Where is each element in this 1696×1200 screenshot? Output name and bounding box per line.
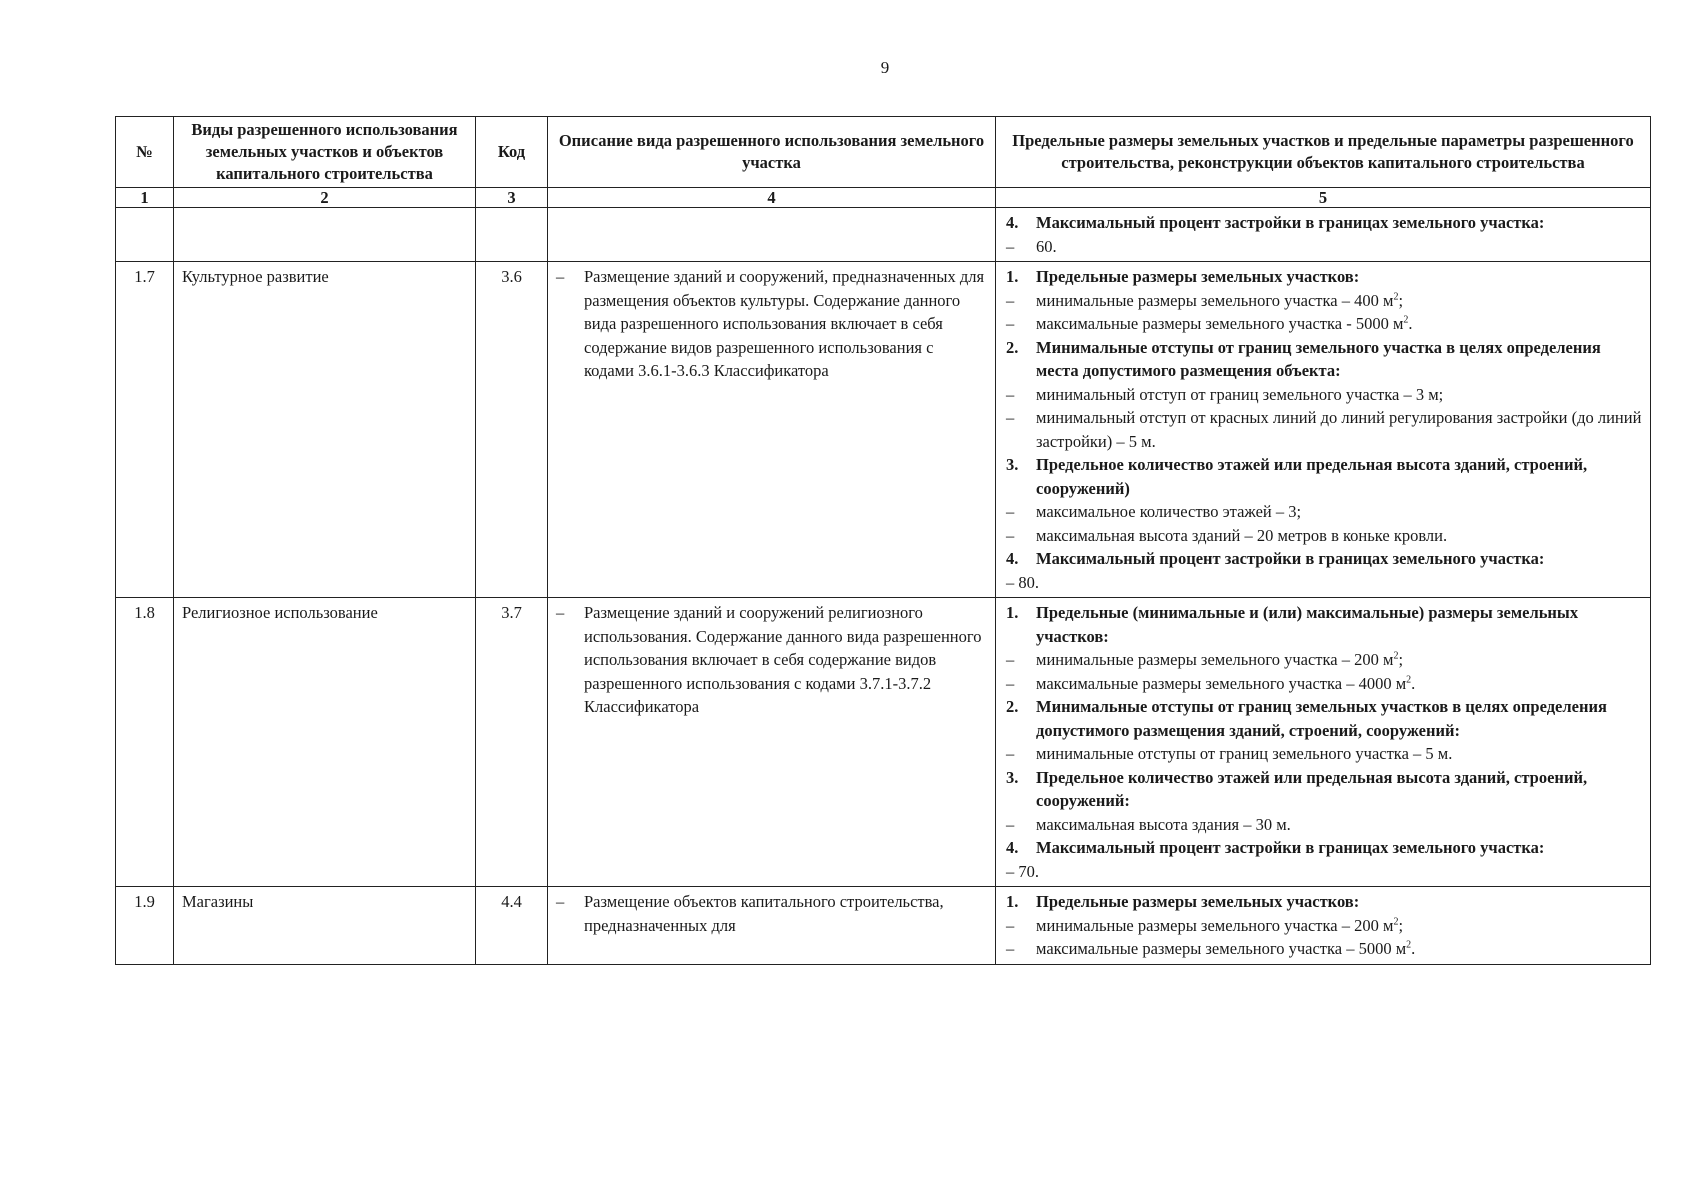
parameter-text-main: минимальные размеры земельного участка – 200 м xyxy=(1036,915,1394,935)
parameter-text xyxy=(1036,672,1642,696)
use-type-code: 4.4 xyxy=(476,887,548,965)
parameter-text xyxy=(1036,813,1642,837)
parameter-text-end: . xyxy=(1411,939,1416,958)
parameter-value xyxy=(1004,524,1642,548)
column-number: 3 xyxy=(476,188,548,208)
parameter-heading xyxy=(1004,265,1642,289)
column-number: 4 xyxy=(548,188,996,208)
parameter-text xyxy=(1036,648,1642,672)
parameter-text-main: минимальный отступ от красных линий до линий регулирования застройки (до линий застройки) – 5 м. xyxy=(1036,408,1642,451)
parameter-text-main: максимальная высота здания – 30 м. xyxy=(1036,814,1291,834)
parameter-text xyxy=(1036,836,1642,860)
parameter-text xyxy=(1036,312,1642,336)
parameter-heading xyxy=(1004,601,1642,648)
parameter-text xyxy=(1036,500,1642,524)
parameter-text xyxy=(1036,235,1642,259)
parameter-text-main: максимальные размеры земельного участка – 5000 м xyxy=(1036,939,1407,958)
parameters-cell xyxy=(996,598,1651,887)
dash-marker: – xyxy=(1006,939,1015,958)
header-params: Предельные размеры земельных участков и предельные параметры разрешенного строительства, реконструкции объектов капитального строительства xyxy=(996,117,1651,188)
parameter-text-main: минимальные размеры земельного участка – 200 м xyxy=(1036,650,1394,669)
header-code: Код xyxy=(476,117,548,188)
superscript: 2 xyxy=(1393,650,1399,662)
item-number: 2. xyxy=(1006,337,1019,357)
parameter-text xyxy=(1036,406,1642,453)
use-type-description xyxy=(548,598,996,887)
column-number: 5 xyxy=(996,188,1651,208)
superscript: 2 xyxy=(1406,939,1412,951)
parameter-text-end: . xyxy=(1408,314,1413,333)
use-type-code: 3.6 xyxy=(476,262,548,598)
regulations-table xyxy=(115,116,1651,965)
parameter-text xyxy=(1036,211,1642,235)
parameter-value xyxy=(1004,289,1642,313)
parameter-value xyxy=(1004,648,1642,672)
table-body xyxy=(116,208,1651,965)
row-number: 1.8 xyxy=(116,598,174,887)
table-row xyxy=(116,598,1651,887)
parameters-cell xyxy=(996,887,1651,965)
parameter-text xyxy=(1036,524,1642,548)
parameter-heading xyxy=(1004,836,1642,860)
item-number: 4. xyxy=(1006,213,1019,232)
parameter-text-main: 60. xyxy=(1036,236,1057,256)
parameter-text-main: Предельные размеры земельных участков: xyxy=(1036,267,1360,286)
row-number: 1.7 xyxy=(116,262,174,598)
parameter-heading xyxy=(1004,695,1642,742)
parameter-text-main: Предельные (минимальные и (или) максимальные) размеры земельных участков: xyxy=(1036,603,1579,646)
table-row xyxy=(116,208,1651,262)
header-desc: Описание вида разрешенного использования земельного участка xyxy=(548,117,996,188)
dash-marker: – xyxy=(1006,408,1015,427)
superscript: 2 xyxy=(1406,674,1412,685)
parameter-text-end: ; xyxy=(1398,650,1404,669)
use-type-description xyxy=(548,887,996,965)
parameter-text xyxy=(1036,453,1642,500)
item-number: 3. xyxy=(1006,767,1019,787)
page-number: 9 xyxy=(880,58,890,77)
dash-marker: – xyxy=(1006,525,1015,545)
parameter-text-main: максимальное количество этажей – 3; xyxy=(1036,502,1302,521)
dash-marker: – xyxy=(1006,384,1015,404)
dash-marker: – xyxy=(1006,814,1015,834)
header-num: № xyxy=(116,117,174,188)
parameter-text xyxy=(1036,890,1642,914)
dash-marker: – xyxy=(1006,502,1015,521)
parameter-heading xyxy=(1004,890,1642,914)
use-type-code: 3.7 xyxy=(476,598,548,887)
row-number xyxy=(116,208,174,262)
dash-marker: – xyxy=(1006,650,1015,669)
item-number: 1. xyxy=(1006,267,1019,286)
parameter-value xyxy=(1004,312,1642,336)
dash-marker: – xyxy=(1006,673,1015,693)
parameter-text-main: минимальный отступ от границ земельного участка – 3 м; xyxy=(1036,384,1444,404)
parameter-text-main: минимальные отступы от границ земельного участка – 5 м. xyxy=(1036,744,1453,763)
dash-marker: – xyxy=(556,603,565,622)
parameter-text-end: . xyxy=(1411,673,1416,693)
parameter-text-main: минимальные размеры земельного участка – 400 м xyxy=(1036,290,1394,310)
dash-marker: – xyxy=(1006,290,1015,310)
parameter-text-main: Предельное количество этажей или предельная высота зданий, строений, сооружений: xyxy=(1036,767,1588,810)
superscript: 2 xyxy=(1393,291,1399,302)
parameter-text xyxy=(1036,547,1642,571)
table-row xyxy=(116,887,1651,965)
parameter-text xyxy=(1036,601,1642,648)
description-item xyxy=(556,890,987,937)
use-type-name: Культурное развитие xyxy=(174,262,476,598)
parameter-text xyxy=(1036,289,1642,313)
parameter-text-end: ; xyxy=(1398,915,1404,935)
column-number: 2 xyxy=(174,188,476,208)
parameter-text xyxy=(1036,695,1642,742)
parameter-text-main: Предельные размеры земельных участков: xyxy=(1036,892,1360,911)
item-number: 4. xyxy=(1006,838,1019,857)
item-number: 3. xyxy=(1006,455,1019,474)
dash-marker: – xyxy=(556,892,565,911)
parameter-heading xyxy=(1004,453,1642,500)
use-type-description xyxy=(548,262,996,598)
parameter-value: – 70. xyxy=(1006,861,1039,881)
description-text: Размещение зданий и сооружений религиозного использования. Содержание данного вида разрешенного использования включает в себя содержание видов разрешенного использования с кодами 3.7.1-3.7.2 Классификатора xyxy=(584,603,982,716)
item-number: 2. xyxy=(1006,697,1019,716)
use-type-name xyxy=(174,208,476,262)
parameter-text xyxy=(1036,766,1642,813)
parameter-value xyxy=(1004,500,1642,524)
parameter-text-main: Минимальные отступы от границ земельных участков в целях определения допустимого размещения зданий, строений, сооружений: xyxy=(1036,697,1607,740)
parameter-value xyxy=(1004,937,1642,961)
parameter-heading xyxy=(1004,547,1642,571)
row-number: 1.9 xyxy=(116,887,174,965)
dash-marker: – xyxy=(1006,744,1015,763)
parameter-text xyxy=(1036,336,1642,383)
dash-marker: – xyxy=(556,267,565,286)
dash-marker: – xyxy=(1006,314,1015,333)
header-row xyxy=(116,117,1651,188)
parameter-text-main: Минимальные отступы от границ земельного участка в целях определения места допустимого размещения объекта: xyxy=(1036,337,1601,380)
parameter-text xyxy=(1036,383,1642,407)
parameter-text-main: Предельное количество этажей или предельная высота зданий, строений, сооружений) xyxy=(1036,455,1588,498)
item-number: 1. xyxy=(1006,603,1019,622)
parameter-heading xyxy=(1004,766,1642,813)
parameter-text-main: Максимальный процент застройки в границах земельного участка: xyxy=(1036,549,1545,568)
parameter-text-main: максимальные размеры земельного участка - 5000 м xyxy=(1036,314,1404,333)
parameter-text xyxy=(1036,937,1642,961)
parameter-value xyxy=(1004,672,1642,696)
dash-marker: – xyxy=(1006,236,1015,256)
use-type-name: Магазины xyxy=(174,887,476,965)
parameter-value xyxy=(1004,406,1642,453)
description-text: Размещение зданий и сооружений, предназначенных для размещения объектов культуры. Содержание данного вида разрешенного использования включает в себя содержание видов разрешенного использования с кодами 3.6.1-3.6.3 Классификатора xyxy=(584,267,985,380)
use-type-code xyxy=(476,208,548,262)
parameter-value: – 80. xyxy=(1006,572,1039,592)
item-number: 1. xyxy=(1006,892,1019,911)
parameters-cell xyxy=(996,208,1651,262)
parameter-value xyxy=(1004,742,1642,766)
parameters-cell xyxy=(996,262,1651,598)
parameter-text-main: максимальные размеры земельного участка – 4000 м xyxy=(1036,673,1407,693)
column-number: 1 xyxy=(116,188,174,208)
parameter-text xyxy=(1036,265,1642,289)
parameter-value xyxy=(1004,383,1642,407)
header-name: Виды разрешенного использования земельных участков и объектов капитального строительства xyxy=(174,117,476,188)
column-number-row xyxy=(116,188,1651,208)
parameter-text xyxy=(1036,742,1642,766)
dash-marker: – xyxy=(1006,915,1015,935)
parameter-heading xyxy=(1004,336,1642,383)
parameter-text-main: Максимальный процент застройки в границах земельного участка: xyxy=(1036,213,1545,232)
parameter-value xyxy=(1004,813,1642,837)
description-item xyxy=(556,601,987,719)
parameter-text-main: максимальная высота зданий – 20 метров в коньке кровли. xyxy=(1036,525,1448,545)
superscript: 2 xyxy=(1403,314,1409,326)
parameter-heading xyxy=(1004,211,1642,235)
description-item xyxy=(556,265,987,383)
description-text: Размещение объектов капитального строительства, предназначенных для xyxy=(584,892,944,935)
use-type-description xyxy=(548,208,996,262)
use-type-name: Религиозное использование xyxy=(174,598,476,887)
superscript: 2 xyxy=(1393,916,1399,927)
table-row xyxy=(116,262,1651,598)
parameter-text-end: ; xyxy=(1398,290,1404,310)
parameter-text xyxy=(1036,914,1642,938)
item-number: 4. xyxy=(1006,549,1019,568)
parameter-value xyxy=(1004,914,1642,938)
parameter-text-main: Максимальный процент застройки в границах земельного участка: xyxy=(1036,838,1545,857)
parameter-value xyxy=(1004,235,1642,259)
